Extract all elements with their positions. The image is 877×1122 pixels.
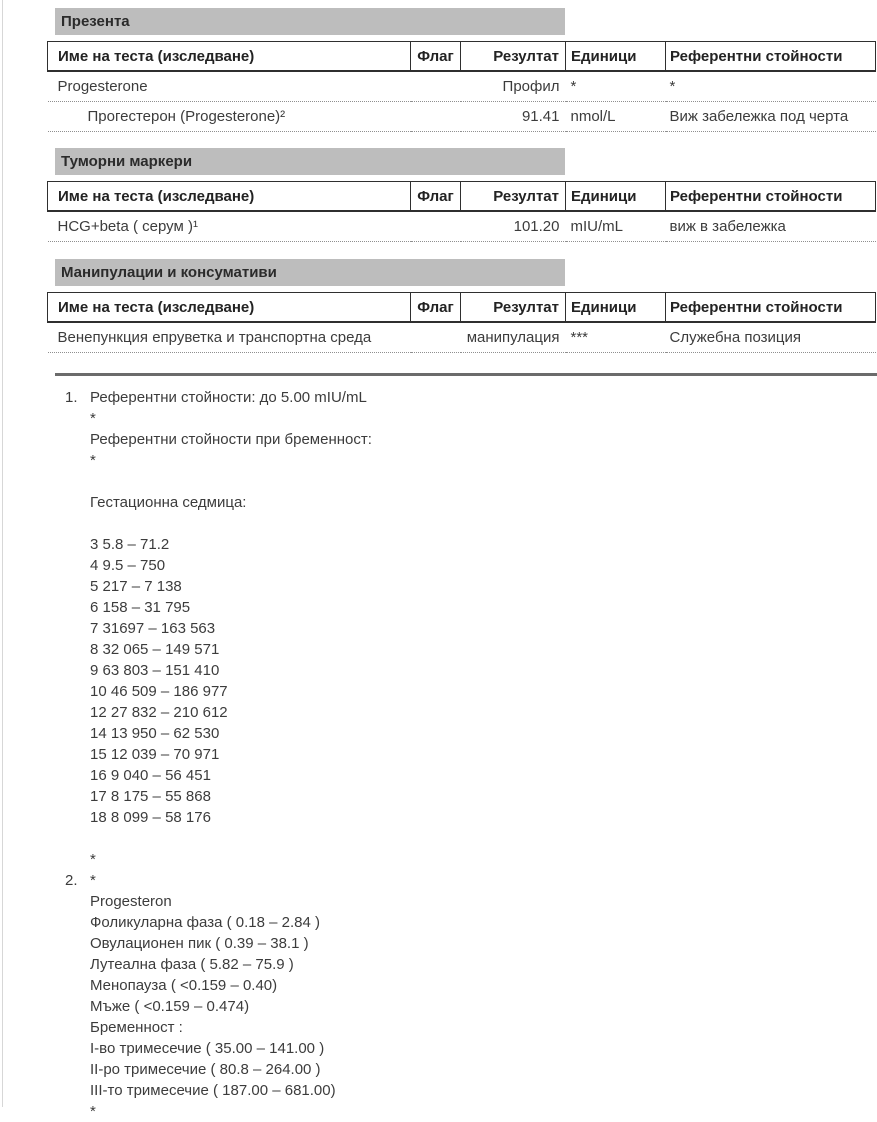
lab-section	[47, 259, 875, 353]
section-title: Манипулации и консумативи	[55, 259, 565, 286]
note-line: Мъже ( <0.159 – 0.474)	[90, 998, 250, 1015]
note-line: Менопауза ( <0.159 – 0.40)	[90, 977, 278, 994]
results-sections	[47, 8, 875, 353]
note-line	[90, 513, 875, 534]
note-line: *	[90, 872, 96, 889]
footnotes-list	[47, 387, 875, 1122]
note-line: III-то тримесечие ( 187.00 – 681.00)	[90, 1082, 336, 1099]
note-line	[90, 471, 875, 492]
test-name-cell: Венепункция епруветка и транспортна среда	[48, 322, 411, 353]
note-line: 16 9 040 – 56 451	[90, 767, 211, 784]
note-line: 7 31697 – 163 563	[90, 620, 216, 637]
lab-section	[47, 148, 875, 242]
table-header-row	[48, 182, 876, 212]
result-cell: 101.20	[461, 211, 566, 242]
note-line: Progesteron	[90, 893, 172, 910]
section-title: Презента	[55, 8, 565, 35]
test-name-cell: Прогестерон (Progesterone)²	[48, 102, 411, 132]
note-line: 5 217 – 7 138	[90, 578, 182, 595]
reference-cell: *	[666, 71, 876, 102]
note-line: 17 8 175 – 55 868	[90, 788, 211, 805]
column-header-units: Единици	[566, 182, 666, 212]
note-item	[47, 387, 875, 870]
note-line: 8 32 065 – 149 571	[90, 641, 220, 658]
section-title: Туморни маркери	[55, 148, 565, 175]
note-line: *	[90, 851, 96, 868]
note-line: Гестационна седмица:	[90, 494, 247, 511]
test-name-cell: Progesterone	[48, 71, 411, 102]
result-cell: 91.41	[461, 102, 566, 132]
table-row	[48, 211, 876, 242]
note-line: 18 8 099 – 58 176	[90, 809, 211, 826]
note-line: 15 12 039 – 70 971	[90, 746, 220, 763]
units-cell: nmol/L	[566, 102, 666, 132]
results-table	[47, 292, 876, 353]
page-edge-line	[2, 0, 3, 1107]
note-line: I-во тримесечие ( 35.00 – 141.00 )	[90, 1040, 325, 1057]
note-line: Овулационен пик ( 0.39 – 38.1 )	[90, 935, 309, 952]
flag-cell	[411, 102, 461, 132]
column-header-flag: Флаг	[411, 42, 461, 72]
column-header-test-name: Име на теста (изследване)	[48, 42, 411, 72]
report-content	[47, 0, 875, 1122]
column-header-result: Резултат	[461, 42, 566, 72]
flag-cell	[411, 322, 461, 353]
note-line: *	[90, 1103, 96, 1120]
note-line: II-ро тримесечие ( 80.8 – 264.00 )	[90, 1061, 321, 1078]
units-cell: ***	[566, 322, 666, 353]
column-header-reference: Референтни стойности	[666, 42, 876, 72]
table-header-row	[48, 293, 876, 323]
note-text-block	[90, 387, 875, 870]
table-row	[48, 102, 876, 132]
note-text-block	[90, 870, 875, 1122]
table-header-row	[48, 42, 876, 72]
units-cell: *	[566, 71, 666, 102]
table-row	[48, 322, 876, 353]
result-cell: манипулация	[461, 322, 566, 353]
flag-cell	[411, 71, 461, 102]
column-header-flag: Флаг	[411, 182, 461, 212]
note-line: 6 158 – 31 795	[90, 599, 191, 616]
table-row	[48, 71, 876, 102]
column-header-test-name: Име на теста (изследване)	[48, 182, 411, 212]
note-item	[47, 870, 875, 1122]
lab-section	[47, 8, 875, 132]
column-header-result: Резултат	[461, 293, 566, 323]
note-line	[90, 828, 875, 849]
note-line: 9 63 803 – 151 410	[90, 662, 220, 679]
footnote-divider-line	[55, 373, 877, 376]
test-name-cell: HCG+beta ( серум )¹	[48, 211, 411, 242]
note-line: Бременност :	[90, 1019, 183, 1036]
note-line: 14 13 950 – 62 530	[90, 725, 220, 742]
note-line: 3 5.8 – 71.2	[90, 536, 170, 553]
column-header-units: Единици	[566, 293, 666, 323]
note-line: 10 46 509 – 186 977	[90, 683, 228, 700]
result-cell: Профил	[461, 71, 566, 102]
note-number: 1.	[65, 389, 78, 406]
column-header-flag: Флаг	[411, 293, 461, 323]
results-table	[47, 41, 876, 132]
note-line: Фоликуларна фаза ( 0.18 – 2.84 )	[90, 914, 320, 931]
column-header-reference: Референтни стойности	[666, 182, 876, 212]
reference-cell: Служебна позиция	[666, 322, 876, 353]
note-line: Референтни стойности: до 5.00 mIU/mL	[90, 389, 367, 406]
flag-cell	[411, 211, 461, 242]
column-header-result: Резултат	[461, 182, 566, 212]
reference-cell: виж в забележка	[666, 211, 876, 242]
note-line: 12 27 832 – 210 612	[90, 704, 228, 721]
reference-cell: Виж забележка под черта	[666, 102, 876, 132]
note-number: 2.	[65, 872, 78, 889]
results-table	[47, 181, 876, 242]
note-line: 4 9.5 – 750	[90, 557, 166, 574]
column-header-units: Единици	[566, 42, 666, 72]
note-line: *	[90, 452, 96, 469]
note-line: Референтни стойности при бременност:	[90, 431, 372, 448]
units-cell: mIU/mL	[566, 211, 666, 242]
note-line: Лутеална фаза ( 5.82 – 75.9 )	[90, 956, 294, 973]
column-header-test-name: Име на теста (изследване)	[48, 293, 411, 323]
column-header-reference: Референтни стойности	[666, 293, 876, 323]
note-line: *	[90, 410, 96, 427]
